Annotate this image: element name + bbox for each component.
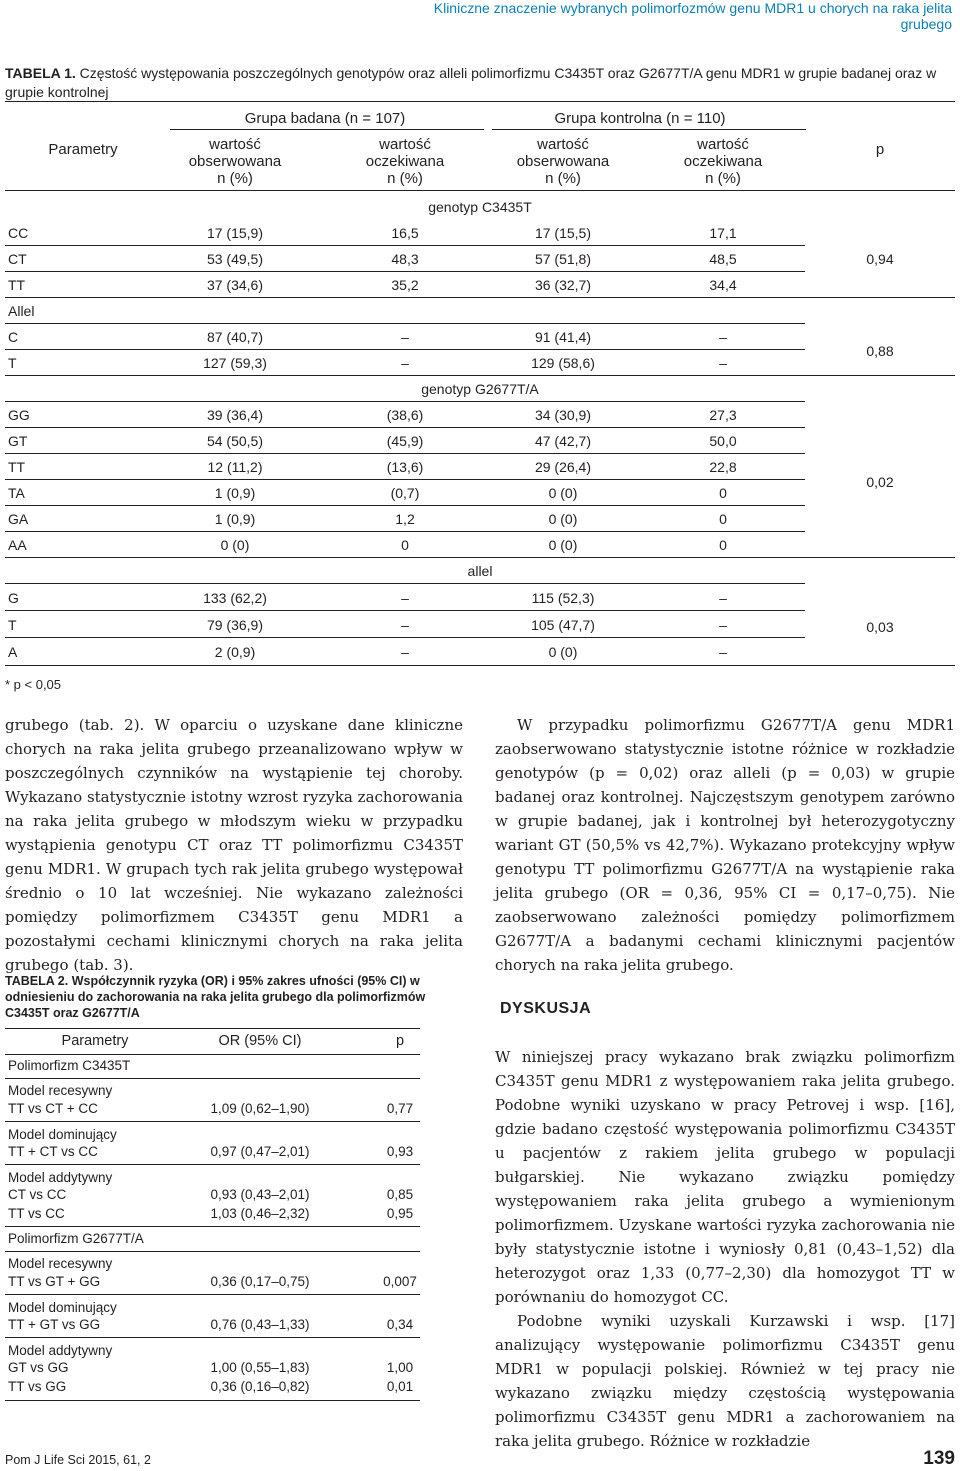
table-2-group: Polimorfizm G2677T/A: [8, 1231, 144, 1246]
body-right-column: [495, 713, 955, 977]
section-heading-dyskusja: DYSKUSJA: [500, 1000, 592, 1017]
table-2-caption-text: Współczynnik ryzyka (OR) i 95% zakres ufności (95% CI) w odniesieniu do zachorowania na raka jelita grubego dla polimorfizmów C3435T oraz G2677T/A: [5, 974, 426, 1020]
table-1-header-group1: Grupa badana (n = 107): [244, 110, 406, 127]
table-2-header-p: p: [395, 1033, 405, 1049]
table-1-header-parametry: Parametry: [48, 141, 118, 158]
footer-journal: Pom J Life Sci 2015, 61, 2: [5, 1453, 151, 1467]
table-2-model: Model dominujący: [8, 1300, 117, 1315]
table-1-p-value: 0,94: [866, 251, 894, 267]
body-paragraph: grubego (tab. 2). W oparciu o uzyskane dane kliniczne chorych na raka jelita grubego przeanalizowano wpływ w poszczególnych czynników na wystąpienie tej choroby. Wykazano statystycznie istotny wzrost ryzyka zachorowania na raka jelita grubego w młodszym wieku w przypadku wystąpienia genotypu CT oraz TT polimorfizmu C3435T genu MDR1. W grupach tych rak jelita grubego występował średnio o 10 lat wcześniej. Nie wykazano zależności pomiędzy polimorfizmem C3435T genu MDR1 a pozostałymi cechami klinicznymi chorych na raka jelita grubego (tab. 3).: [5, 716, 463, 974]
table-1-header-obs2: wartość obserwowana n (%): [516, 136, 610, 187]
body-left-column: [5, 713, 463, 977]
table-1-section-c3435t: genotyp C3435T: [428, 199, 532, 215]
table-1-p-value: 0,02: [866, 474, 894, 490]
table-1-label: TABELA 1.: [5, 65, 76, 81]
table-2-model: Model recesywny: [8, 1256, 113, 1271]
table-1-header-exp2: wartość oczekiwana n (%): [683, 136, 763, 187]
table-1-group1-rule: [170, 129, 484, 130]
table-2-header-or: OR (95% CI): [218, 1033, 302, 1049]
body-paragraph: W przypadku polimorfizmu G2677T/A genu MDR1 zaobserwowano statystycznie istotne różnice w rozkładzie genotypów (p = 0,02) oraz alleli (p = 0,03) w grupie badanej oraz kontrolnej. Najczęstszym genotypem zarówno w grupie badanej, jak i kontrolnej był heterozygotyczny wariant GT (50,5% vs 42,7%). Wykazano protekcyjny wpływ genotypu TT polimorfizmu G2677T/A na wystąpienie raka jelita grubego (OR = 0,36, 95% CI = 0,17–0,75). Nie zaobserwowano zależności pomiędzy polimorfizmem G2677T/A a badanymi cechami klinicznymi pacjentów chorych na raka jelita grubego.: [495, 716, 955, 974]
table-2-header-parametry: Parametry: [61, 1033, 129, 1049]
table-2-label: TABELA 2.: [5, 974, 69, 988]
table-1-footnote: * p < 0,05: [5, 677, 62, 692]
table-1-p-value: 0,03: [866, 619, 894, 635]
body-paragraph: W niniejszej pracy wykazano brak związku polimorfizm C3435T genu MDR1 z występowaniem raka jelita grubego. Podobne wyniki uzyskano w pracy Petrovej i wsp. [16], gdzie badano częstość występowania polimorfizmu C3435T u pacjentów z rakiem jelita grubego w populacji bułgarskiej. Nie wykazano związku pomiędzy występowaniem raka jelita grubego a wymienionym polimorfizmem. Uzyskane wartości ryzyka zachorowania nie były statystycznie istotne i wyniosły 0,81 (0,43–1,52) dla heterozygot oraz 1,33 (0,77–2,30) dla homozygot TT w porównaniu do homozygot CC.: [495, 1048, 955, 1306]
body-dyskusja: [495, 1045, 955, 1453]
running-header: Kliniczne znaczenie wybranych polimorfozmów genu MDR1 u chorych na raka jelita grubego: [433, 0, 952, 32]
table-2-model: Model addytywny: [8, 1170, 113, 1185]
table-1-section-g2677ta: genotyp G2677T/A: [421, 381, 539, 397]
table-1-header-exp1: wartość oczekiwana n (%): [365, 136, 445, 187]
table-1-p-value: 0,88: [866, 343, 894, 359]
table-1-section-allel: allel: [467, 563, 493, 579]
table-2-model: Model recesywny: [8, 1083, 113, 1098]
table-1-header-rule: [5, 190, 955, 191]
table-2-model: Model dominujący: [8, 1127, 117, 1142]
table-2-group: Polimorfizm C3435T: [8, 1058, 131, 1073]
body-paragraph: Podobne wyniki uzyskali Kurzawski i wsp. [17] analizujący występowanie polimorfizmu C3435T genu MDR1 w populacji polskiej. Również w tej pracy nie wykazano związku między częstością występowania polimorfizmu C3435T genu MDR1 a zachorowaniem na raka jelita grubego. Różnice w rozkładzie: [495, 1312, 955, 1450]
page-number: 139: [923, 1448, 955, 1469]
table-1-group2-rule: [492, 129, 806, 130]
table-1-header-group2: Grupa kontrolna (n = 110): [554, 110, 726, 127]
table-1-caption-text: Częstość występowania poszczególnych genotypów oraz alleli polimorfizmu C3435T oraz G2677T/A genu MDR1 w grupie badanej oraz w grupie kontrolnej: [5, 65, 937, 100]
table-2-caption: [5, 973, 465, 1021]
table-1-caption: [5, 64, 955, 102]
table-2-model: Model addytywny: [8, 1343, 113, 1358]
table-1-top-rule: [5, 101, 955, 102]
table-1-header-p: p: [875, 141, 885, 158]
table-1-header-obs1: wartość obserwowana n (%): [188, 136, 282, 187]
